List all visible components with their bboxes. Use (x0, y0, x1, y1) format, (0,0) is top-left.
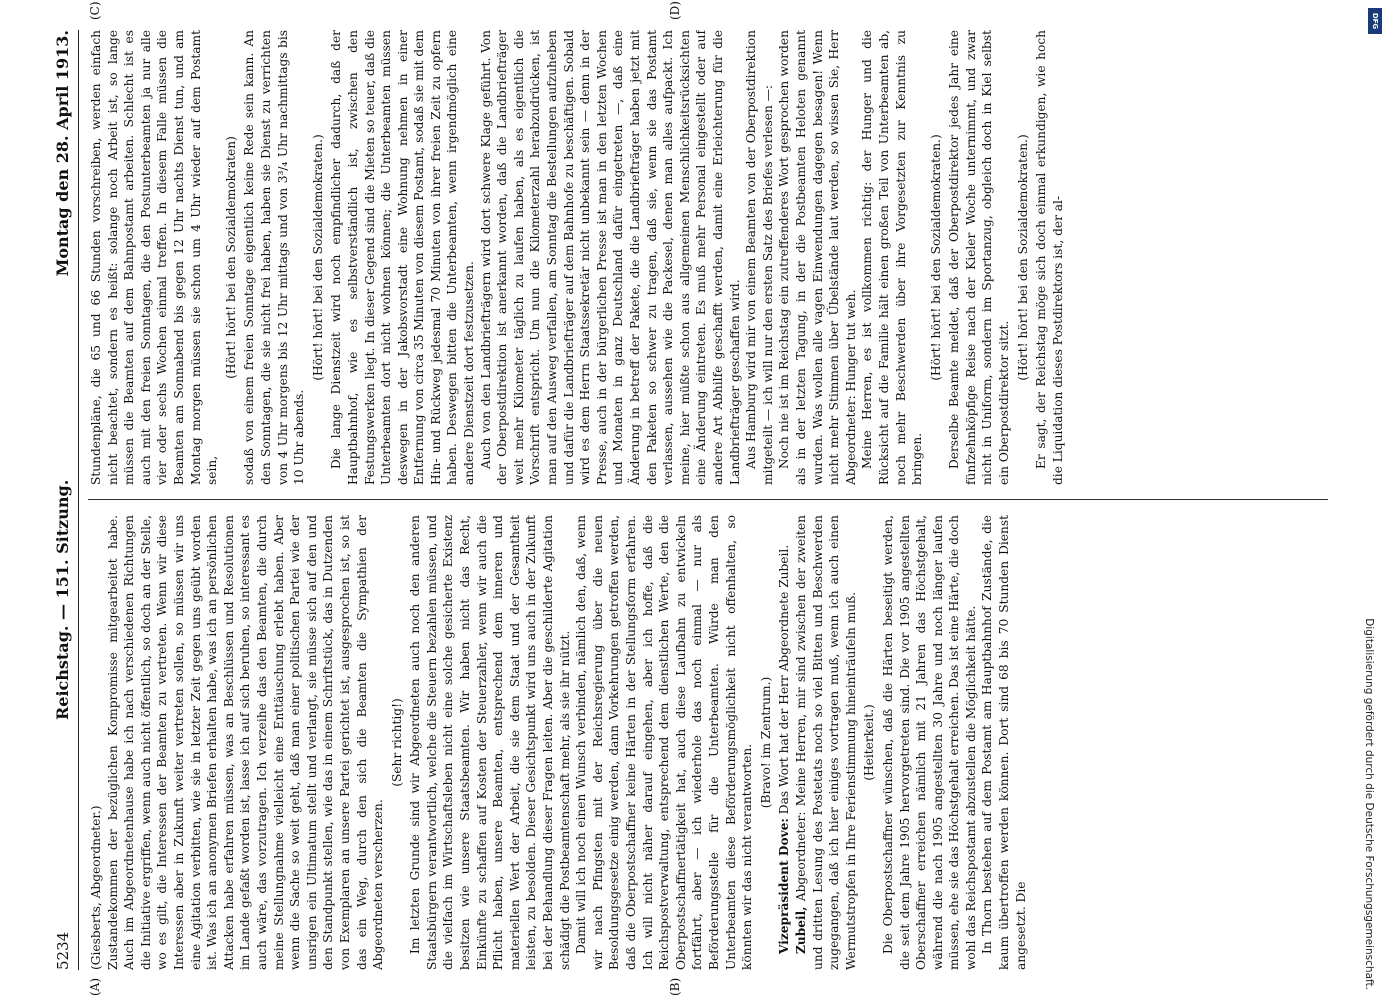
body-paragraph: Die Oberpostschaffner wünschen, daß die Härten beseitigt werden, die seit dem Jahre 1905 hervorgetreten sind. Die vor 1905 angestellten Oberschaffner erreichen nämlich mit 21 Jahren das Höchstgehalt, während die nach 1905 angestellten 30 Jahre und noch länger laufen müssen, ehe sie das Höchstgehalt erreichen. Das ist eine Härte, die doch wohl das Reichspostamt abzustellen die Möglichkeit hätte. (880, 515, 978, 970)
body-paragraph: Stundenpläne, die 65 und 66 Stunden vorschreiben, werden einfach nicht beachtet, sondern es heißt: solange noch Arbeit ist, so lange müssen die Beamten auf dem Bahnpostamt arbeiten. Schlecht ist es auch mit den freien Sonntagen, die den Postunterbeamten ja nur alle vier oder sechs Wochen einmal treffen. In diesem Falle müssen die Beamten am Sonnabend bis gegen 12 Uhr nachts Dienst tun, und am Montag morgen müssen sie schon um 4 Uhr wieder auf dem Postamt sein, (89, 30, 220, 485)
right-column (88, 30, 1328, 485)
body-paragraph: Damit will ich noch einen Wunsch verbinden, nämlich den, daß, wenn wir nach Pfingsten mit der Reichsregierung über die neuen Besoldungsgesetze einig werden, dann Vorkehrungen getroffen werden, daß die Oberpostschaffner keine Härten in der Stellungsform erfahren. Ich will nicht näher darauf eingehen, aber ich hoffe, daß die Reichspostverwaltung, entsprechend dem dienstlichen Werte, den die Oberpostschaffnertätigkeit hat, auch diese Laufbahn zu entwickeln fortfährt, aber — ich wiederhole das noch einmal — nur als Beförderungsstelle für die Unterbeamten. Würde man den Unterbeamten diese Beförderungsmöglichkeit nicht offenhalten, so könnten wir das nicht verantworten. (574, 515, 755, 970)
page-header (48, 30, 79, 970)
interjection: (Bravo! im Zentrum.) (758, 676, 773, 809)
interjection: (Heiterkeit.) (862, 704, 877, 781)
speaker-text: Das Wort hat der Herr Abgeordnete Zubeil. (777, 544, 792, 819)
body-paragraph: (Giesberts, Abgeordneter.) (89, 805, 103, 970)
digitization-credit (1355, 10, 1383, 990)
session-date: Montag den 28. April 1913. (53, 30, 72, 277)
speaker-text: Abgeordneter: Meine Herren, mir sind zwischen der zweiten und dritten Lesung des Postetats noch so viel Bitten und Beschwerden zugegangen, daß ich hier einiges vortragen muß, wenn ich auch einen Wermutstropfen in Ihre Ferienstimmung hineinträufeln muß. (793, 515, 858, 970)
speaker-name: Zubeil, (793, 906, 808, 954)
credit-text: Digitalisierung gefördert durch die Deutsche Forschungsgemeinschaft. (1363, 618, 1375, 990)
speaker-name: Vizepräsident Dove: (777, 818, 792, 954)
speaker-paragraph (776, 515, 793, 970)
interjection: (Hört! hört! bei den Sozialdemokraten.) (928, 134, 943, 381)
margin-marker-c: (C) (88, 1, 102, 20)
body-paragraph: Im letzten Grunde sind wir Abgeordneten auch noch den anderen Staatsbürgern verantwortlich, welche die Steuern bezahlen müssen, und die vielfach im Wirtschaftsleben nicht eine solche gesicherte Existenz besitzen wie unsere Staatsbeamten. Wir haben nicht das Recht, Einkünfte zu schaffen auf Kosten der Steuerzahler, wenn wir auch die Pflicht haben, unsere Beamten, entsprechend dem inneren und materiellen Wert der Arbeit, die sie dem Staat und der Gesamtheit leisten, zu besolden. Dieser Gesichtspunkt wird uns auch in der Zukunft bei der Behandlung dieser Fragen leiten. Aber die geschilderte Agitation schädigt die Postbeamtenschaft mehr, als sie ihr nützt. (408, 515, 572, 970)
interjection: (Hört! hört! bei den Sozialdemokraten.) (1015, 134, 1030, 381)
session-title: Reichstag. — 151. Sitzung. (53, 479, 72, 720)
margin-marker-d: (D) (668, 1, 682, 20)
page-number: 5234 (54, 931, 72, 970)
body-paragraph: Die lange Dienstzeit wird noch empfindlicher dadurch, daß der Hauptbahnhof, wie es selbstverständlich ist, zwischen den Festungswerken liegt. In dieser Gegend sind die Mieten so teuer, daß die Unterbeamten dort nicht wohnen können; die Unterbeamten müssen deswegen in der Jakobsvorstadt eine Wohnung nehmen in einer Entfernung von circa 35 Minuten von diesem Postamt, sodaß sie mit dem Hin- und Rückweg jedesmal 70 Minuten von ihrer freien Zeit zu opfern haben. Deswegen bitten die Unterbeamten, wenn irgendmöglich eine andere Dienstzeit dort festzusetzen. (329, 30, 477, 485)
body-paragraph: Meine Herren, es ist vollkommen richtig: der Hunger und die Rücksicht auf die Familie hält einen großen Teil von Unterbeamten ab, noch mehr Beschwerden über ihre Vorgesetzten zur Kenntnis zu bringen. (860, 30, 925, 485)
body-paragraph: Aus Hamburg wird mir von einem Beamten von der Oberpostdirektion mitgeteilt — ich will nur den ersten Satz des Briefes verlesen —: (744, 30, 775, 485)
left-column (88, 515, 1328, 970)
interjection: (Hört! hört! bei den Sozialdemokraten) (223, 136, 238, 379)
body-paragraph: Noch nie ist im Reichstag ein zutreffenderes Wort gesprochen worden als in der letzten Tagung, in der die Postbeamten Heloten genannt wurden. Was wollen alle vagen Einwendungen dagegen besagen! Wenn nicht mehr Stimmen über Übelstände laut werden, so wissen Sie, Herr Abgeordneter: Hunger tut weh. (777, 30, 858, 485)
column-divider (88, 499, 1328, 500)
dfg-logo (1368, 8, 1382, 34)
body-paragraph: Er sagt, der Reichstag möge sich doch einmal erkundigen, wie hoch die Liquidation dieses Postdirektors ist, der al- (1034, 30, 1065, 485)
margin-marker-a: (A) (88, 977, 102, 996)
speaker-paragraph (793, 515, 859, 970)
interjection: (Sehr richtig!) (389, 698, 404, 787)
body-paragraph: Auch von den Landbriefträgern wird dort schwere Klage geführt. Von der Oberpostdirektion ist anerkannt worden, daß die Landbriefträger weit mehr Kilometer täglich zu laufen haben, als es eigentlich die Vorschrift entspricht. Um nun die Kilometerzahl herabzudrücken, ist man auf den Ausweg verfallen, am Sonntag die Bestellungen aufzuheben und dafür die Landbriefträger auf dem Bahnhofe zu beschäftigen. Sobald wird es dem Herrn Staatssekretär nicht unbekannt sein — denn in der Presse, auch in der bürgerlichen Presse ist man in den letzten Wochen und Monaten in ganz Deutschland dafür eingetreten —, daß eine Änderung in betreff der Pakete, die die Landbriefträger haben jetzt mit den Paketen so schwer zu tragen, daß sie, wenn sie das Postamt verlassen, aussehen wie die Packesel, denen man alles aufpackt. Ich meine, hier müßte schon aus allgemeinen Menschlichkeitsrücksichten eine Änderung eintreten. Es muß mehr Personal eingestellt oder auf andere Art Abhilfe geschafft werden, damit eine Erleichterung für die Landbriefträger geschaffen wird. (478, 30, 742, 485)
body-paragraph: Derselbe Beamte meldet, daß der Oberpostdirektor jedes Jahr eine fünfzehnköpfige Reise nach der Kieler Woche unternimmt, und zwar nicht in Uniform, sondern im Sportanzug, obgleich doch in Kiel selbst ein Oberpostdirektor sitzt. (947, 30, 1012, 485)
dfg-logo-text: DFG (1371, 12, 1379, 30)
body-paragraph: sodaß von einem freien Sonntage eigentlich keine Rede sein kann. An den Sonntagen, die sie nicht frei haben, haben sie Dienst zu verrichten von 4 Uhr morgens bis 12 Uhr mittags und von 3³/₄ Uhr nachmittags bis 10 Uhr abends. (242, 30, 307, 485)
page-content (48, 1, 1338, 996)
interjection: (Hört! hört! bei den Sozialdemokraten.) (310, 134, 325, 381)
margin-marker-b: (B) (668, 977, 682, 996)
body-paragraph: In Thorn bestehen auf dem Postamt am Hauptbahnhof Zustände, die kaum übertroffen werden können. Dort sind 68 bis 70 Stunden Dienst angesetzt. Die (980, 515, 1028, 970)
body-paragraph: Zustandekommen der bezüglichen Kompromisse mitgearbeitet habe. Auch im Abgeordnetenhause habe ich nach verschiedenen Richtungen die Initiative ergriffen, wenn auch nicht öffentlich, so doch an der Stelle, wo es gilt, die Interessen der Beamten zu vertreten. Wenn wir diese Interessen aber in Zukunft weiter vertreten sollen, so müssen wir uns eine Agitation verbitten, wie sie in letzter Zeit gegen uns geübt worden ist. Was ich an anonymen Briefen erhalten habe, was ich an persönlichen Attacken habe erfahren müssen, was an Beschlüssen und Resolutionen im Lande gefaßt worden ist, lasse ich auf sich beruhen, so interessant es auch wäre, das vorzutragen. Ich verzeihe das den Beamten, die durch meine Stellungnahme vielleicht eine Enttäuschung erlebt haben. Aber wenn die Sache so weit geht, daß man einer politischen Partei wie der unsrigen ein Ultimatum stellt und verlangt, sie müsse sich auf den und den Standpunkt stellen, wie das in einem Schriftstück, das in Dutzenden von Exemplaren an unsere Partei gerichtet ist, ausgesprochen ist, so ist das ein Weg, durch den sich die Beamten die Sympathien der Abgeordneten verscherzen. (105, 515, 386, 970)
